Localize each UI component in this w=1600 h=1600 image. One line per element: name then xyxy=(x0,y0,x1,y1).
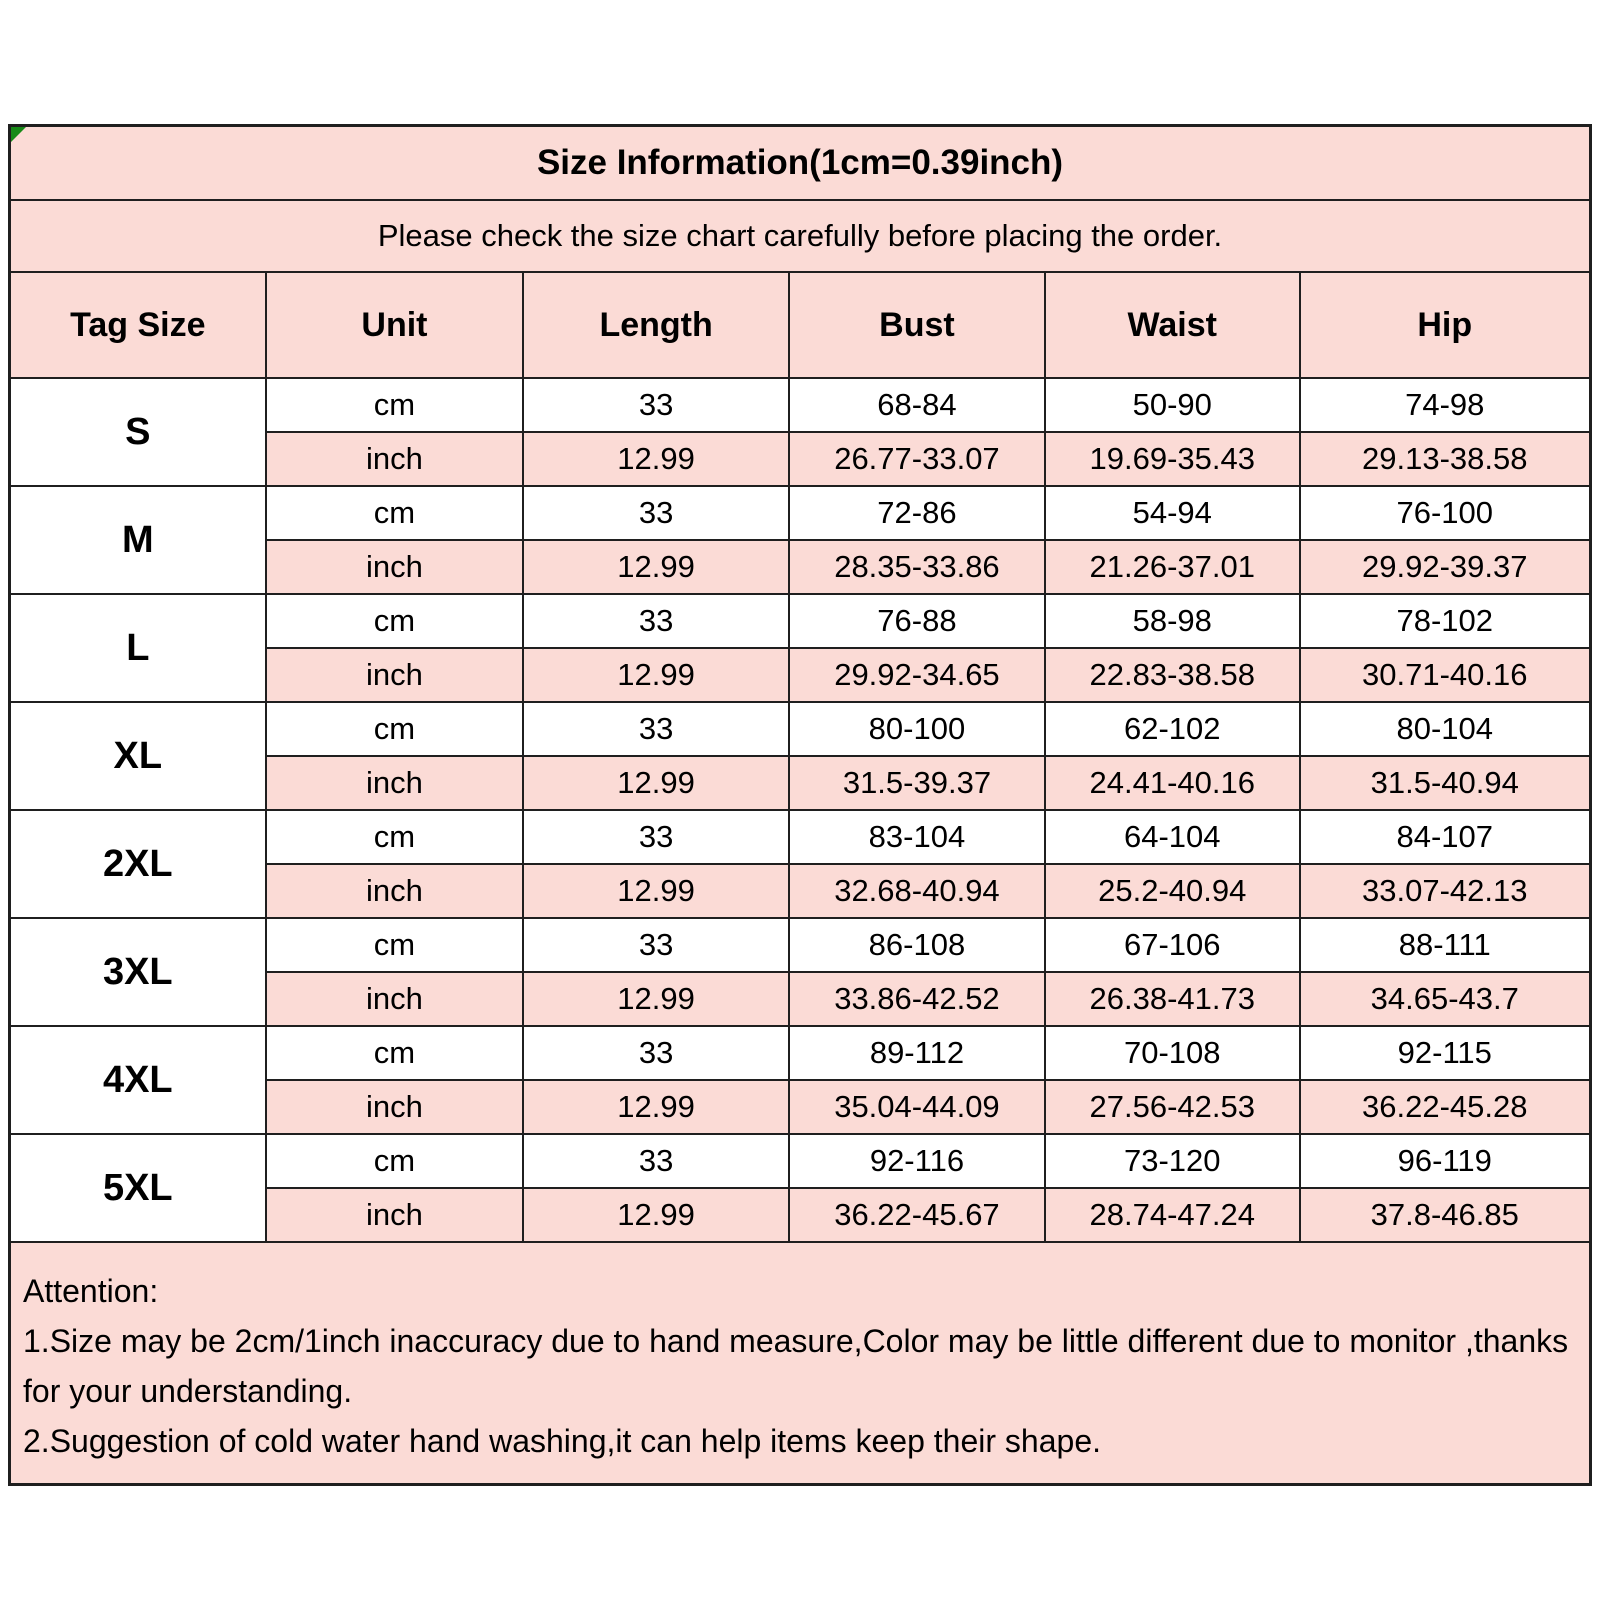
hip-cell: 36.22-45.28 xyxy=(1300,1080,1591,1134)
attention-note-2: 2.Suggestion of cold water hand washing,it can help items keep their shape. xyxy=(23,1422,1101,1459)
unit-cell: cm xyxy=(266,378,524,432)
size-label-xl: XL xyxy=(10,702,266,810)
unit-cell: inch xyxy=(266,756,524,810)
waist-cell: 19.69-35.43 xyxy=(1045,432,1300,486)
waist-cell: 27.56-42.53 xyxy=(1045,1080,1300,1134)
waist-cell: 26.38-41.73 xyxy=(1045,972,1300,1026)
size-label-5xl: 5XL xyxy=(10,1134,266,1242)
unit-cell: inch xyxy=(266,1188,524,1242)
bust-cell: 36.22-45.67 xyxy=(789,1188,1045,1242)
bust-cell: 86-108 xyxy=(789,918,1045,972)
col-header-hip: Hip xyxy=(1300,272,1591,378)
waist-cell: 54-94 xyxy=(1045,486,1300,540)
bust-cell: 32.68-40.94 xyxy=(789,864,1045,918)
bust-cell: 83-104 xyxy=(789,810,1045,864)
hip-cell: 30.71-40.16 xyxy=(1300,648,1591,702)
size-label-s: S xyxy=(10,378,266,486)
hip-cell: 92-115 xyxy=(1300,1026,1591,1080)
length-cell: 12.99 xyxy=(523,540,789,594)
unit-cell: cm xyxy=(266,1026,524,1080)
unit-cell: cm xyxy=(266,1134,524,1188)
unit-cell: cm xyxy=(266,594,524,648)
unit-cell: cm xyxy=(266,810,524,864)
table-row xyxy=(10,1026,1591,1080)
unit-cell: cm xyxy=(266,918,524,972)
hip-cell: 31.5-40.94 xyxy=(1300,756,1591,810)
unit-cell: inch xyxy=(266,540,524,594)
length-cell: 33 xyxy=(523,918,789,972)
bust-cell: 68-84 xyxy=(789,378,1045,432)
table-row xyxy=(10,1134,1591,1188)
length-cell: 12.99 xyxy=(523,756,789,810)
length-cell: 33 xyxy=(523,486,789,540)
size-table xyxy=(8,124,1592,1486)
unit-cell: inch xyxy=(266,864,524,918)
col-header-tag-size: Tag Size xyxy=(10,272,266,378)
attention-heading: Attention: xyxy=(23,1273,159,1309)
col-header-waist: Waist xyxy=(1045,272,1300,378)
table-row xyxy=(10,918,1591,972)
size-label-l: L xyxy=(10,594,266,702)
bust-cell: 92-116 xyxy=(789,1134,1045,1188)
bust-cell: 28.35-33.86 xyxy=(789,540,1045,594)
col-header-unit: Unit xyxy=(266,272,524,378)
hip-cell: 74-98 xyxy=(1300,378,1591,432)
length-cell: 12.99 xyxy=(523,972,789,1026)
hip-cell: 34.65-43.7 xyxy=(1300,972,1591,1026)
waist-cell: 62-102 xyxy=(1045,702,1300,756)
bust-cell: 26.77-33.07 xyxy=(789,432,1045,486)
length-cell: 33 xyxy=(523,378,789,432)
length-cell: 12.99 xyxy=(523,1188,789,1242)
table-row xyxy=(10,810,1591,864)
unit-cell: inch xyxy=(266,648,524,702)
size-label-4xl: 4XL xyxy=(10,1026,266,1134)
table-subtitle: Please check the size chart carefully before placing the order. xyxy=(10,200,1591,272)
length-cell: 33 xyxy=(523,1134,789,1188)
length-cell: 33 xyxy=(523,594,789,648)
length-cell: 33 xyxy=(523,1026,789,1080)
hip-cell: 88-111 xyxy=(1300,918,1591,972)
bust-cell: 29.92-34.65 xyxy=(789,648,1045,702)
attention-note-1: 1.Size may be 2cm/1inch inaccuracy due to hand measure,Color may be little different due to monitor ,thanks for your understanding. xyxy=(23,1322,1569,1409)
length-cell: 12.99 xyxy=(523,432,789,486)
subtitle-row xyxy=(10,200,1591,272)
size-label-3xl: 3XL xyxy=(10,918,266,1026)
waist-cell: 73-120 xyxy=(1045,1134,1300,1188)
title-row xyxy=(10,126,1591,201)
unit-cell: inch xyxy=(266,432,524,486)
unit-cell: inch xyxy=(266,972,524,1026)
bust-cell: 89-112 xyxy=(789,1026,1045,1080)
unit-cell: cm xyxy=(266,486,524,540)
hip-cell: 78-102 xyxy=(1300,594,1591,648)
bust-cell: 35.04-44.09 xyxy=(789,1080,1045,1134)
waist-cell: 28.74-47.24 xyxy=(1045,1188,1300,1242)
attention-row xyxy=(10,1242,1591,1484)
length-cell: 33 xyxy=(523,702,789,756)
waist-cell: 21.26-37.01 xyxy=(1045,540,1300,594)
waist-cell: 50-90 xyxy=(1045,378,1300,432)
waist-cell: 24.41-40.16 xyxy=(1045,756,1300,810)
table-row xyxy=(10,486,1591,540)
size-label-2xl: 2XL xyxy=(10,810,266,918)
col-header-length: Length xyxy=(523,272,789,378)
table-row xyxy=(10,594,1591,648)
length-cell: 12.99 xyxy=(523,648,789,702)
bust-cell: 80-100 xyxy=(789,702,1045,756)
hip-cell: 96-119 xyxy=(1300,1134,1591,1188)
hip-cell: 37.8-46.85 xyxy=(1300,1188,1591,1242)
length-cell: 33 xyxy=(523,810,789,864)
size-label-m: M xyxy=(10,486,266,594)
bust-cell: 31.5-39.37 xyxy=(789,756,1045,810)
table-row xyxy=(10,378,1591,432)
hip-cell: 33.07-42.13 xyxy=(1300,864,1591,918)
bust-cell: 76-88 xyxy=(789,594,1045,648)
unit-cell: inch xyxy=(266,1080,524,1134)
corner-marker-icon xyxy=(11,127,26,142)
hip-cell: 76-100 xyxy=(1300,486,1591,540)
waist-cell: 25.2-40.94 xyxy=(1045,864,1300,918)
length-cell: 12.99 xyxy=(523,1080,789,1134)
hip-cell: 80-104 xyxy=(1300,702,1591,756)
hip-cell: 84-107 xyxy=(1300,810,1591,864)
waist-cell: 22.83-38.58 xyxy=(1045,648,1300,702)
waist-cell: 58-98 xyxy=(1045,594,1300,648)
table-title: Size Information(1cm=0.39inch) xyxy=(10,126,1591,201)
length-cell: 12.99 xyxy=(523,864,789,918)
header-row xyxy=(10,272,1591,378)
hip-cell: 29.13-38.58 xyxy=(1300,432,1591,486)
waist-cell: 70-108 xyxy=(1045,1026,1300,1080)
col-header-bust: Bust xyxy=(789,272,1045,378)
table-row xyxy=(10,702,1591,756)
unit-cell: cm xyxy=(266,702,524,756)
waist-cell: 64-104 xyxy=(1045,810,1300,864)
waist-cell: 67-106 xyxy=(1045,918,1300,972)
attention-note xyxy=(10,1242,1591,1484)
bust-cell: 72-86 xyxy=(789,486,1045,540)
bust-cell: 33.86-42.52 xyxy=(789,972,1045,1026)
hip-cell: 29.92-39.37 xyxy=(1300,540,1591,594)
